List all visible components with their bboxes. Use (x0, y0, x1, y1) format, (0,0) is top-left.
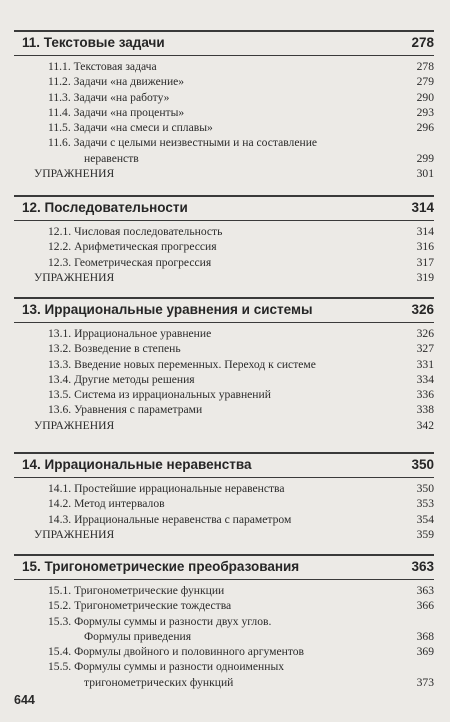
chapter-page: 278 (411, 35, 434, 50)
toc-entry: 12.2. Арифметическая прогрессия 316 (48, 240, 434, 254)
toc-entry: 12.3. Геометрическая прогрессия 317 (48, 255, 434, 269)
chapter-title: 15. Тригонометрические преобразования (22, 559, 300, 574)
exercises-entry: УПРАЖНЕНИЯ 319 (34, 270, 434, 284)
toc-entry: 14.3. Иррациональные неравенства с параметром 354 (48, 512, 434, 526)
chapter-header (14, 195, 434, 221)
toc-entry: 11.6. Задачи с целыми неизвестными и на составление неравенств 299 (48, 136, 434, 165)
toc-entry: 11.3. Задачи «на работу» 290 (48, 90, 434, 104)
toc-entry: 11.1. Текстовая задача 278 (48, 60, 434, 73)
chapter-page: 326 (411, 302, 434, 317)
chapter-page: 314 (411, 200, 434, 215)
chapter-header (14, 297, 434, 323)
chapter-11 (14, 30, 434, 181)
chapter-15 (14, 554, 434, 690)
chapter-13 (14, 297, 434, 433)
toc-entry: 12.1. Числовая последовательность 314 (48, 225, 434, 238)
toc-entry: 15.1. Тригонометрические функции 363 (48, 584, 434, 597)
toc-entry: 15.4. Формулы двойного и половинного аргументов 369 (48, 645, 434, 659)
toc-entry: 13.1. Иррациональное уравнение 326 (48, 327, 434, 340)
chapter-header (14, 30, 434, 56)
exercises-entry: УПРАЖНЕНИЯ 301 (34, 167, 434, 181)
toc-entry: 15.3. Формулы суммы и разности двух углов. Формулы приведения 368 (48, 614, 434, 643)
chapter-title: 14. Иррациональные неравенства (22, 457, 252, 472)
toc-entry: 13.3. Введение новых переменных. Переход к системе 331 (48, 357, 434, 371)
toc-entry: 13.6. Уравнения с параметрами 338 (48, 403, 434, 417)
exercises-entry: УПРАЖНЕНИЯ 342 (34, 418, 434, 432)
toc-entry: 15.2. Тригонометрические тождества 366 (48, 599, 434, 613)
toc-entry: 14.2. Метод интервалов 353 (48, 497, 434, 511)
chapter-header (14, 452, 434, 478)
chapter-page: 363 (411, 559, 434, 574)
toc-entry: 11.5. Задачи «на смеси и сплавы» 296 (48, 121, 434, 135)
toc-entry: 11.4. Задачи «на проценты» 293 (48, 105, 434, 119)
exercises-entry: УПРАЖНЕНИЯ 359 (34, 527, 434, 541)
chapter-title: 13. Иррациональные уравнения и системы (22, 302, 313, 317)
chapter-title: 11. Текстовые задачи (22, 35, 165, 50)
toc-entry: 13.2. Возведение в степень 327 (48, 342, 434, 356)
chapter-header (14, 554, 434, 580)
chapter-14 (14, 452, 434, 542)
toc-entry: 13.5. Система из иррациональных уравнений 336 (48, 388, 434, 402)
toc-entry: 14.1. Простейшие иррациональные неравенства 350 (48, 482, 434, 495)
chapter-title: 12. Последовательности (22, 200, 188, 215)
toc-entry: 11.2. Задачи «на движение» 279 (48, 75, 434, 89)
toc-entry: 13.4. Другие методы решения 334 (48, 372, 434, 386)
chapter-page: 350 (411, 457, 434, 472)
chapter-12 (14, 195, 434, 285)
toc-entry: 15.5. Формулы суммы и разности одноименных тригонометрических функций 373 (48, 660, 434, 689)
page-number: 644 (14, 693, 35, 707)
